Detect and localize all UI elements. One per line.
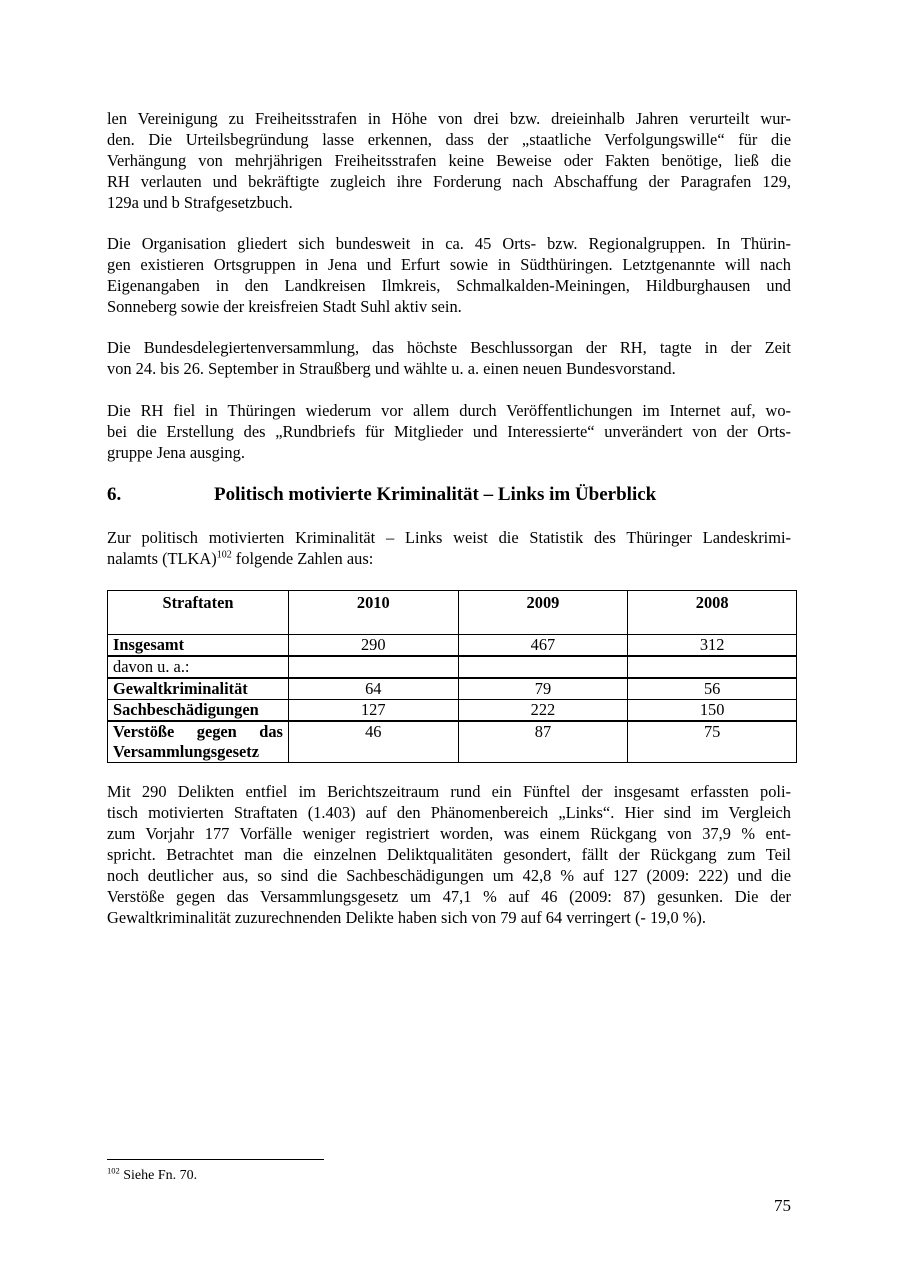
table-cell [288, 656, 458, 678]
table-cell: 75 [628, 721, 797, 763]
footnote-reference[interactable]: 102 [216, 549, 232, 561]
paragraph-2 [107, 233, 791, 317]
table-row [108, 656, 797, 678]
table-cell: 56 [628, 678, 797, 700]
table-header-row [108, 591, 797, 635]
text-line [107, 548, 791, 569]
paragraph-4 [107, 400, 791, 463]
text-line: den. Die Urteilsbegründung lasse erkennen, dass der „staatliche Verfolgungswille“ für die [107, 130, 791, 149]
paragraph-6 [107, 781, 791, 928]
text-line: Mit 290 Delikten entfiel im Berichtszeitraum rund ein Fünftel der insgesamt erfassten poli- [107, 782, 791, 801]
column-header: Straftaten [108, 591, 289, 635]
table-cell: 312 [628, 635, 797, 657]
text-line: bei die Erstellung des „Rundbriefs für Mitglieder und Interessierte“ unverändert von der Orts- [107, 422, 791, 441]
text-line: Die Bundesdelegiertenversammlung, das höchste Beschlussorgan der RH, tagte in der Zeit [107, 338, 791, 357]
table-cell: 467 [458, 635, 628, 657]
text-line: gen existieren Ortsgruppen in Jena und Erfurt sowie in Südthüringen. Letztgenannte will nach [107, 255, 791, 274]
text-line: Gewaltkriminalität zuzurechnenden Delikte haben sich von 79 auf 64 verringert (- 19,0 %). [107, 908, 706, 927]
text-line: Eigenangaben in den Landkreisen Ilmkreis, Schmalkalden-Meiningen, Hildburghausen und [107, 276, 791, 295]
table-cell [628, 656, 797, 678]
text-line: Die RH fiel in Thüringen wiederum vor allem durch Veröffentlichungen im Internet auf, wo- [107, 401, 791, 420]
row-label: Gewaltkriminalität [108, 678, 289, 700]
crime-statistics-table [107, 590, 797, 763]
section-title: Politisch motivierte Kriminalität – Links im Überblick [214, 484, 657, 505]
text-line: noch deutlicher aus, so sind die Sachbeschädigungen um 42,8 % auf 127 (2009: 222) und die [107, 866, 791, 885]
text-line: von 24. bis 26. September in Straußberg und wählte u. a. einen neuen Bundesvorstand. [107, 359, 676, 378]
row-label-line: Versammlungsgesetz [113, 742, 259, 761]
table-row [108, 635, 797, 657]
table-cell: 64 [288, 678, 458, 700]
table-row [108, 721, 797, 763]
text-line: RH verlauten und bekräftigte zugleich ihre Forderung nach Abschaffung der Paragrafen 129, [107, 172, 791, 191]
text-line: Verhängung von mehrjährigen Freiheitsstrafen keine Beweise oder Fakten benötige, ließ die [107, 151, 791, 170]
row-label: Insgesamt [108, 635, 289, 657]
paragraph-5 [107, 527, 791, 569]
table-cell: 150 [628, 700, 797, 722]
table-row [108, 700, 797, 722]
footnote-number: 102 [107, 1165, 120, 1176]
row-label: Sachbeschädigungen [108, 700, 289, 722]
footnote-divider [107, 1159, 324, 1160]
text-line: Zur politisch motivierten Kriminalität – Links weist die Statistik des Thüringer Landeskrimi- [107, 528, 791, 547]
text-line: Die Organisation gliedert sich bundesweit in ca. 45 Orts- bzw. Regionalgruppen. In Thürin- [107, 234, 791, 253]
table-row [108, 678, 797, 700]
text-line: len Vereinigung zu Freiheitsstrafen in Höhe von drei bzw. dreieinhalb Jahren verurteilt wur- [107, 109, 791, 128]
table-cell [458, 656, 628, 678]
paragraph-1 [107, 108, 791, 213]
footnote-text: Siehe Fn. 70. [119, 1168, 198, 1183]
text-line: gruppe Jena ausging. [107, 443, 245, 462]
table-cell: 46 [288, 721, 458, 763]
table-cell: 222 [458, 700, 628, 722]
text-line: spricht. Betrachtet man die einzelnen Deliktqualitäten gesondert, fällt der Rückgang zum Teil [107, 845, 791, 864]
table-cell: 127 [288, 700, 458, 722]
text-line: tisch motivierten Straftaten (1.403) auf den Phänomenbereich „Links“. Hier sind im Vergleich [107, 803, 791, 822]
section-number: 6. [107, 484, 122, 505]
column-header: 2010 [288, 591, 458, 635]
paragraph-3 [107, 337, 791, 379]
row-label [108, 721, 289, 763]
column-header: 2008 [628, 591, 797, 635]
table-cell: 87 [458, 721, 628, 763]
text-line: zum Vorjahr 177 Vorfälle weniger registriert worden, was einem Rückgang von 37,9 % ent- [107, 824, 791, 843]
page-number: 75 [774, 1196, 791, 1215]
column-header: 2009 [458, 591, 628, 635]
row-label: davon u. a.: [108, 656, 289, 678]
row-label-line: Verstöße gegen das [113, 722, 283, 741]
text-line: Verstöße gegen das Versammlungsgesetz um 47,1 % auf 46 (2009: 87) gesunken. Die der [107, 887, 791, 906]
text-line: Sonneberg sowie der kreisfreien Stadt Suhl aktiv sein. [107, 297, 462, 316]
table-cell: 290 [288, 635, 458, 657]
table-cell: 79 [458, 678, 628, 700]
text-line: 129a und b Strafgesetzbuch. [107, 193, 293, 212]
text-segment: nalamts (TLKA) [107, 549, 217, 568]
footnote [107, 1167, 197, 1185]
text-segment: folgende Zahlen aus: [231, 549, 374, 568]
